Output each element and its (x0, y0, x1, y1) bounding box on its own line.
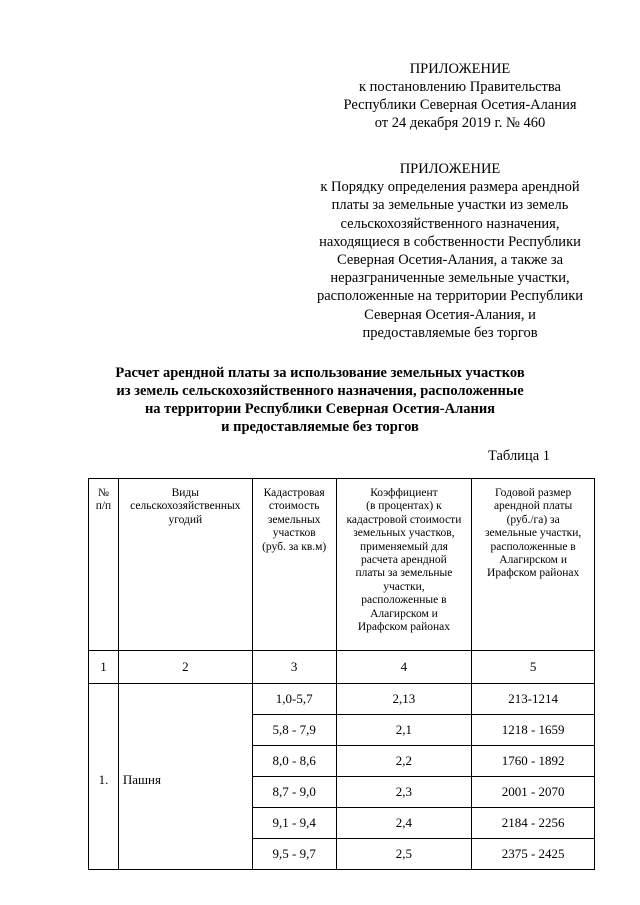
land-type-name: Пашня (118, 684, 252, 870)
appendix-sub-line: платы за земельные участки из земель (331, 197, 569, 214)
cadastral-cost-cell: 9,1 - 9,4 (252, 808, 336, 839)
document-title-line: и предоставляемые без торгов (221, 419, 419, 435)
table-row (89, 684, 595, 715)
cadastral-cost-cell: 1,0-5,7 (252, 684, 336, 715)
appendix-sub-line: предоставляемые без торгов (362, 324, 538, 341)
appendix-header-line: Республики Северная Осетия-Алания (343, 97, 577, 113)
cadastral-cost-cell: 8,7 - 9,0 (252, 777, 336, 808)
appendix-sub-title: ПРИЛОЖЕНИЕ (399, 161, 501, 177)
table-label: Таблица 1 (488, 448, 551, 464)
header-index: № п/п (89, 479, 119, 651)
appendix-sub-line: сельскохозяйственного назначения, (340, 215, 560, 232)
appendix-sub-line: Северная Осетия-Алания, и (364, 306, 536, 323)
annual-rent-cell: 2375 - 2425 (472, 839, 595, 870)
document-title-line: из земель сельскохозяйственного назначения, расположенные (116, 383, 524, 399)
appendix-sub-line: к Порядку определения размера арендной (320, 179, 580, 196)
appendix-sub-line: неразграниченные земельные участки, (330, 270, 570, 287)
annual-rent-cell: 2184 - 2256 (472, 808, 595, 839)
cadastral-cost-cell: 8,0 - 8,6 (252, 746, 336, 777)
column-number: 1 (89, 651, 119, 684)
appendix-sub-header (300, 160, 600, 342)
annual-rent-cell: 1218 - 1659 (472, 715, 595, 746)
coefficient-cell: 2,2 (336, 746, 472, 777)
appendix-sub-line: Северная Осетия-Алания, а также за (336, 252, 564, 269)
document-title (80, 364, 560, 436)
document-title-line: Расчет арендной платы за использование земельных участков (115, 365, 525, 381)
column-number-row (89, 651, 595, 684)
appendix-header-line: от 24 декабря 2019 г. № 460 (374, 115, 546, 131)
cadastral-cost-cell: 9,5 - 9,7 (252, 839, 336, 870)
table-header-row (89, 479, 595, 651)
header-annual-rent: Годовой размер арендной платы (руб./га) за земельные участки, расположенные в Алагирском и Ирафском районах (472, 479, 595, 651)
cadastral-cost-cell: 5,8 - 7,9 (252, 715, 336, 746)
annual-rent-cell: 213-1214 (472, 684, 595, 715)
rent-table (88, 478, 595, 870)
annual-rent-cell: 2001 - 2070 (472, 777, 595, 808)
header-cadastral-cost: Кадастровая стоимость земельных участков (руб. за кв.м) (252, 479, 336, 651)
column-number: 5 (472, 651, 595, 684)
coefficient-cell: 2,3 (336, 777, 472, 808)
column-number: 4 (336, 651, 472, 684)
appendix-header-line: к постановлению Правительства (359, 79, 561, 95)
appendix-sub-line: находящиеся в собственности Республики (319, 233, 581, 250)
coefficient-cell: 2,13 (336, 684, 472, 715)
column-number: 3 (252, 651, 336, 684)
column-number: 2 (118, 651, 252, 684)
appendix-header (320, 60, 600, 132)
coefficient-cell: 2,5 (336, 839, 472, 870)
coefficient-cell: 2,4 (336, 808, 472, 839)
coefficient-cell: 2,1 (336, 715, 472, 746)
header-land-type: Виды сельскохозяйственных угодий (118, 479, 252, 651)
document-title-line: на территории Республики Северная Осетия-Алания (144, 401, 496, 417)
appendix-sub-line: расположенные на территории Республики (316, 288, 584, 305)
header-coefficient: Коэффициент (в процентах) к кадастровой стоимости земельных участков, применяемый для расчета арендной платы за земельные участки, расположенные в Алагирском и Ирафском районах (336, 479, 472, 651)
row-index: 1. (89, 684, 119, 870)
annual-rent-cell: 1760 - 1892 (472, 746, 595, 777)
appendix-header-title: ПРИЛОЖЕНИЕ (409, 61, 511, 77)
